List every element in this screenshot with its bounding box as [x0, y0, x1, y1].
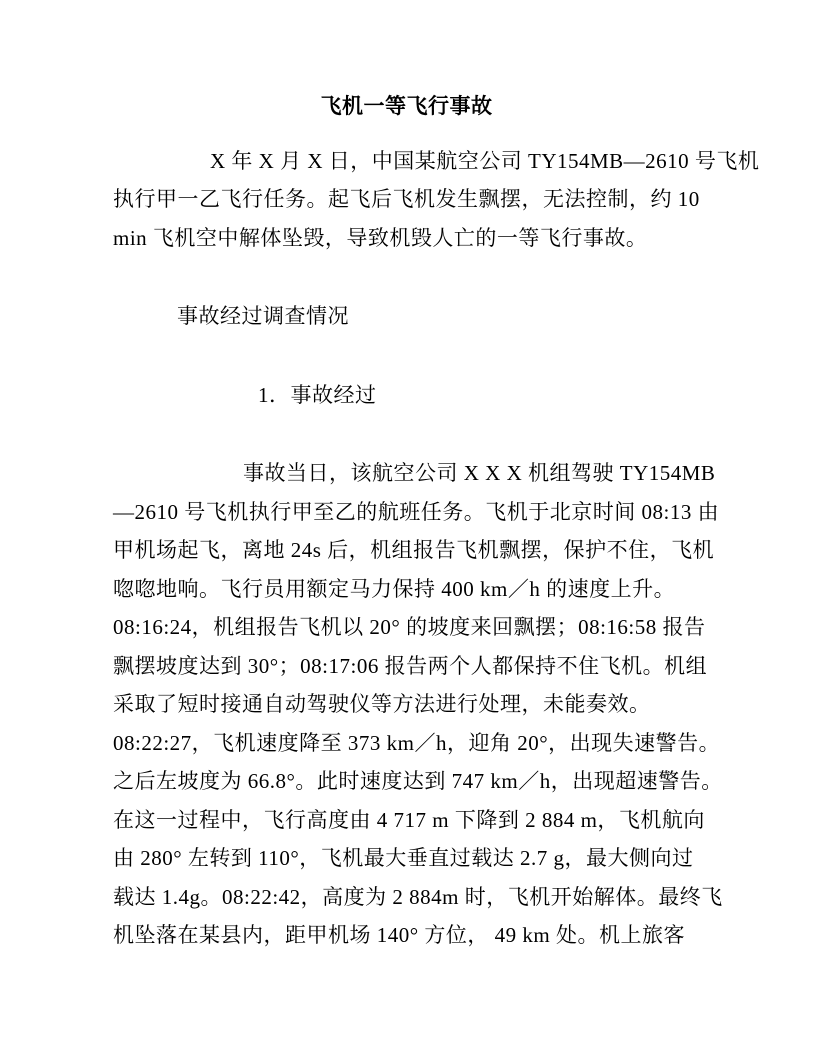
section-heading: 事故经过调查情况 [177, 304, 349, 328]
paragraph-line: 之后左坡度为 66.8°。此时速度达到 747 km／h，出现超速警告。 [113, 769, 723, 793]
paragraph-line: 08:16:24，机组报告飞机以 20° 的坡度来回飘摆；08:16:58 报告 [113, 615, 706, 639]
subsection-heading: 1．事故经过 [258, 382, 377, 407]
paragraph-line: 执行甲一乙飞行任务。起飞后飞机发生飘摆，无法控制，约 10 [113, 187, 700, 211]
paragraph-line: 08:22:27，飞机速度降至 373 km／h，迎角 20°，出现失速警告。 [113, 730, 721, 755]
paragraph-line: —2610 号飞机执行甲至乙的航班任务。飞机于北京时间 08:13 由 [113, 499, 720, 524]
paragraph-line: min 飞机空中解体坠毁，导致机毁人亡的一等飞行事故。 [113, 225, 648, 250]
paragraph-line: X 年 X 月 X 日，中国某航空公司 TY154MB—2610 号飞机 [210, 148, 760, 173]
paragraph-line: 采取了短时接通自动驾驶仪等方法进行处理，未能奏效。 [113, 692, 651, 716]
document-title: 飞机一等飞行事故 [320, 94, 493, 118]
paragraph-line: 机坠落在某县内，距甲机场 140° 方位， 49 km 处。机上旅客 [113, 923, 685, 947]
paragraph-line: 飘摆坡度达到 30°；08:17:06 报告两个人都保持不住飞机。机组 [113, 653, 708, 678]
paragraph-line: 事故当日，该航空公司 X X X 机组驾驶 TY154MB [243, 461, 716, 485]
paragraph-line: 由 280° 左转到 110°，飞机最大垂直过载达 2.7 g，最大侧向过 [113, 846, 694, 870]
paragraph-line: 在这一过程中，飞行高度由 4 717 m 下降到 2 884 m，飞机航向 [113, 807, 705, 832]
paragraph-line: 甲机场起飞，离地 24s 后，机组报告飞机飘摆，保护不住，飞机 [113, 538, 715, 562]
paragraph-line: 唿唿地响。飞行员用额定马力保持 400 km／h 的速度上升。 [113, 576, 676, 601]
document-content [113, 87, 760, 955]
paragraph-line: 载达 1.4g。08:22:42，高度为 2 884m 时，飞机开始解体。最终飞 [113, 884, 723, 909]
